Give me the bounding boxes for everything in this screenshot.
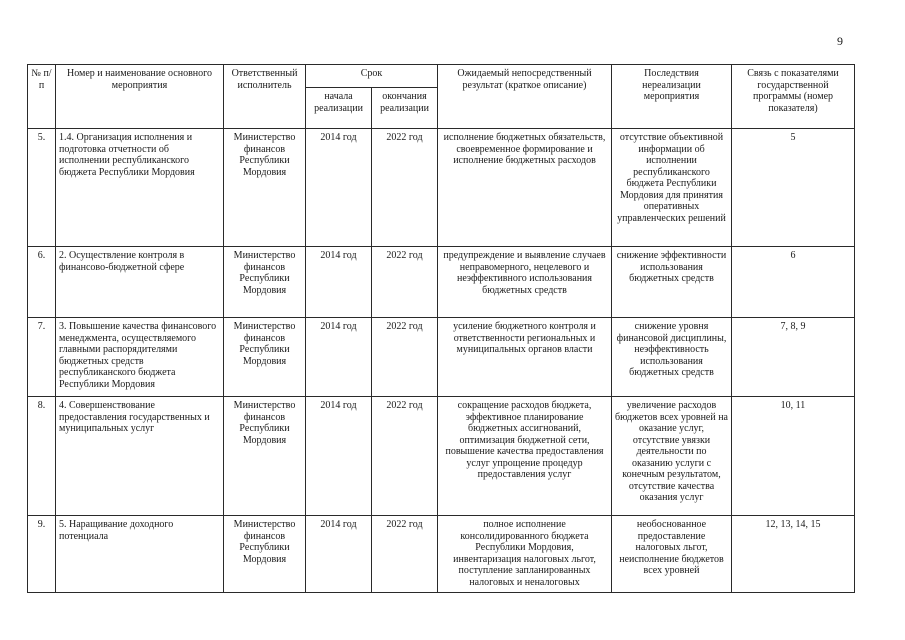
row-start: 2014 год (306, 247, 372, 318)
table-row (28, 516, 855, 593)
header-term: Срок (306, 65, 438, 88)
header-consequences: Последствия нереализации мероприятия (612, 65, 732, 129)
table-row (28, 397, 855, 516)
row-start: 2014 год (306, 397, 372, 516)
row-end: 2022 год (372, 397, 438, 516)
table-row (28, 129, 855, 247)
row-name: 5. Наращивание доходного потенциала (56, 516, 224, 593)
header-num: № п/п (28, 65, 56, 129)
row-end: 2022 год (372, 247, 438, 318)
row-name: 2. Осуществление контроля в финансово-бюджетной сфере (56, 247, 224, 318)
row-consequences: снижение эффективности использования бюджетных средств (612, 247, 732, 318)
row-consequences: отсутствие объективной информации об исполнении республиканского бюджета Республики Мордовия для принятия оперативных управленческих решений (612, 129, 732, 247)
row-start: 2014 год (306, 318, 372, 397)
row-start: 2014 год (306, 129, 372, 247)
row-executor: Министерство финансов Республики Мордовия (224, 129, 306, 247)
row-executor: Министерство финансов Республики Мордовия (224, 247, 306, 318)
row-end: 2022 год (372, 516, 438, 593)
row-num: 9. (28, 516, 56, 593)
row-name: 3. Повышение качества финансового менеджмента, осуществляемого главными распорядителями бюджетных средств республиканского бюджета Республики Мордовия (56, 318, 224, 397)
header-executor: Ответственный исполнитель (224, 65, 306, 129)
row-num: 7. (28, 318, 56, 397)
page-number: 9 (837, 34, 843, 48)
measures-table (27, 64, 855, 593)
row-executor: Министерство финансов Республики Мордовия (224, 318, 306, 397)
row-num: 8. (28, 397, 56, 516)
row-name: 4. Совершенствование предоставления государственных и муниципальных услуг (56, 397, 224, 516)
row-consequences: необоснованное предоставление налоговых льгот, неисполнение бюджетов всех уровней (612, 516, 732, 593)
row-expected: полное исполнение консолидированного бюджета Республики Мордовия, инвентаризация налоговых льгот, поступление запланированных налоговых и неналоговых (438, 516, 612, 593)
header-term-start: начала реализации (306, 88, 372, 129)
row-end: 2022 год (372, 318, 438, 397)
row-end: 2022 год (372, 129, 438, 247)
header-row (28, 65, 855, 88)
table-row (28, 247, 855, 318)
row-expected: усиление бюджетного контроля и ответственности региональных и муниципальных органов власти (438, 318, 612, 397)
row-num: 6. (28, 247, 56, 318)
header-link: Связь с показателями государственной программы (номер показателя) (732, 65, 855, 129)
row-link: 5 (732, 129, 855, 247)
row-link: 7, 8, 9 (732, 318, 855, 397)
header-expected: Ожидаемый непосредственный результат (краткое описание) (438, 65, 612, 129)
header-term-end: окончания реализации (372, 88, 438, 129)
row-link: 12, 13, 14, 15 (732, 516, 855, 593)
header-name: Номер и наименование основного мероприятия (56, 65, 224, 129)
row-expected: сокращение расходов бюджета, эффективное планирование бюджетных ассигнований, оптимизация бюджетной сети, повышение качества предоставления услуг упрощение процедур предоставления услуг (438, 397, 612, 516)
row-expected: предупреждение и выявление случаев неправомерного, нецелевого и неэффективного использования бюджетных средств (438, 247, 612, 318)
row-executor: Министерство финансов Республики Мордовия (224, 397, 306, 516)
row-link: 10, 11 (732, 397, 855, 516)
row-name: 1.4. Организация исполнения и подготовка отчетности об исполнении республиканского бюджета Республики Мордовия (56, 129, 224, 247)
row-start: 2014 год (306, 516, 372, 593)
row-consequences: снижение уровня финансовой дисциплины, неэффективность использования бюджетных средств (612, 318, 732, 397)
row-link: 6 (732, 247, 855, 318)
row-executor: Министерство финансов Республики Мордовия (224, 516, 306, 593)
row-consequences: увеличение расходов бюджетов всех уровней на оказание услуг, отсутствие увязки деятельности по оказанию услуги с конечным результатом, отсутствие качества оказания услуг (612, 397, 732, 516)
row-expected: исполнение бюджетных обязательств, своевременное формирование и исполнение бюджетных расходов (438, 129, 612, 247)
row-num: 5. (28, 129, 56, 247)
table-row (28, 318, 855, 397)
